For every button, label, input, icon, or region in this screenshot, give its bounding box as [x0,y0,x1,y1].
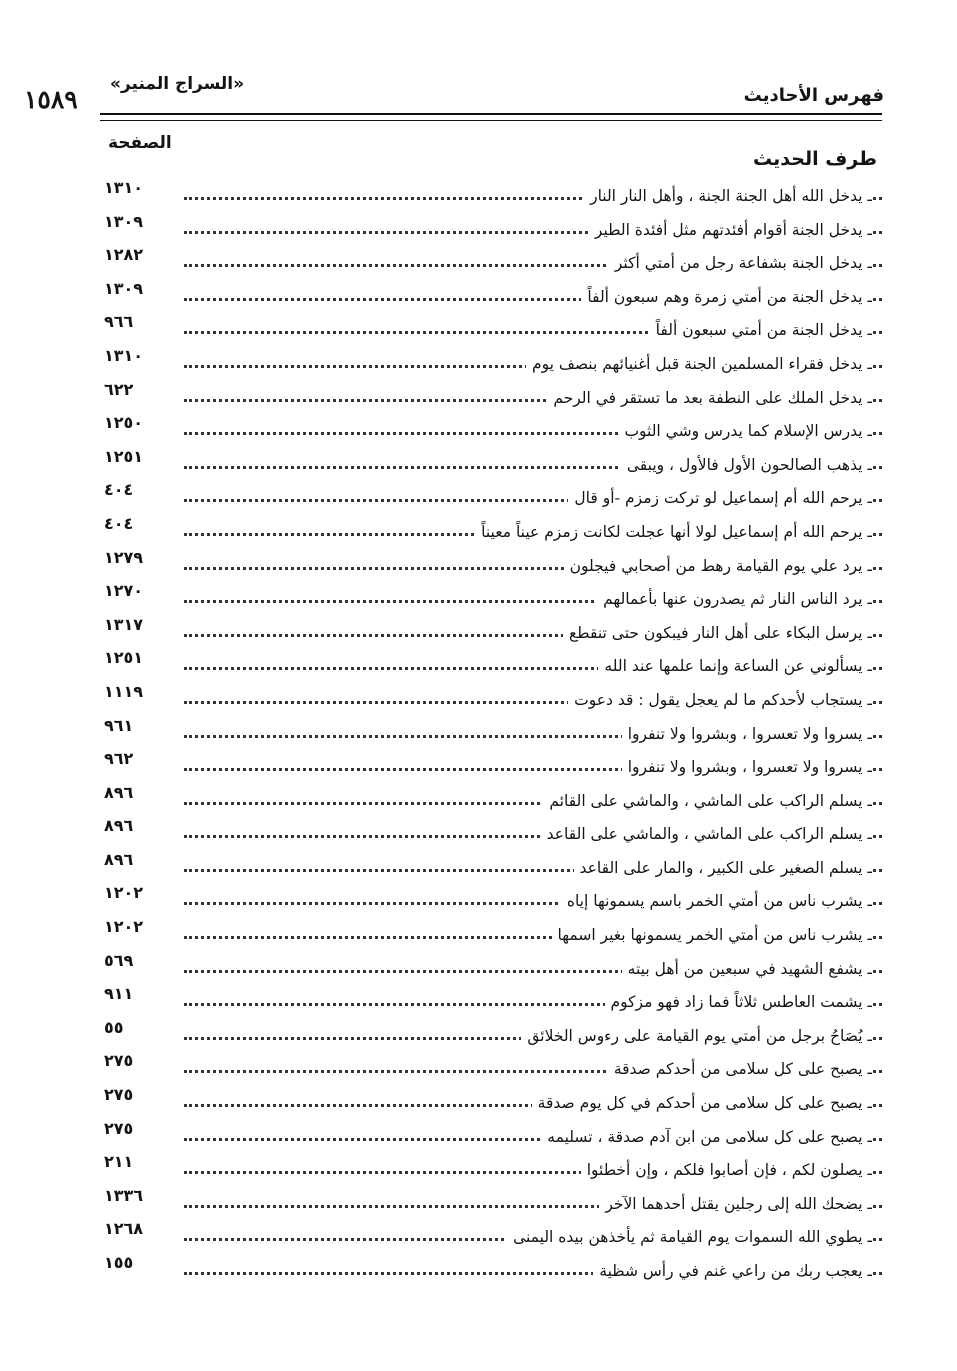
hadith-text: ـ يسلم الراكب على الماشي ، والماشي على القائم [543,789,872,813]
index-entry [104,984,882,1018]
page-ref: ١٢٥١ [104,446,144,466]
page-ref: ٦٢٢ [104,379,134,399]
header-rule-thick [100,113,882,115]
hadith-text: ـ يصلون لكم ، فإن أصابوا فلكم ، وإن أخطئوا [581,1158,872,1182]
page-ref: ١٣١٠ [104,178,144,197]
hadith-text: ـ يرد علي يوم القيامة رهط من أصحابي فيجلون [564,554,872,578]
page-ref: ١٢٨٢ [104,245,144,265]
page-ref: ٥٦٩ [104,950,134,970]
page-ref: ٩٦١ [104,715,134,735]
hadith-text: ـ يشفع الشهيد في سبعين من أهل بيته [622,957,872,981]
index-entry [104,1253,882,1287]
hadith-text: ـ يستجاب لأحدكم ما لم يعجل يقول : قد دعوت [568,688,872,712]
index-entry [104,917,882,951]
hadith-text: ـ يصبح على كل سلامى من أحدكم صدقة [608,1057,872,1081]
index-entry [104,212,882,246]
hadith-column-heading: طرف الحديث [753,148,877,170]
hadith-text: ـ يدخل فقراء المسلمين الجنة قبل أغنيائهم بنصف يوم [526,352,872,376]
page-ref: ٨٩٦ [104,816,134,836]
index-entry [104,716,882,750]
page-ref: ١٣٠٩ [104,278,144,298]
hadith-text: ـ يسروا ولا تعسروا ، وبشروا ولا تنفروا [622,722,872,746]
page-ref: ١٢٧٠ [104,581,144,601]
hadith-text: ـ يصبح على كل سلامى من ابن آدم صدقة ، تسليمه [541,1125,872,1149]
index-entry [104,312,882,346]
index-entry [104,480,882,514]
page-ref: ٨٩٦ [104,849,134,869]
page-ref: ٤٠٤ [104,513,134,533]
page-column-heading: الصفحة [108,133,172,153]
hadith-text: ـ يدخل الله أهل الجنة الجنة ، وأهل النار النار [584,184,872,208]
page-ref: ٤٠٤ [104,480,134,500]
page-ref: ١٣٣٦ [104,1185,144,1205]
hadith-text: ـ يسلم الصغير على الكبير ، والمار على القاعد [574,856,872,880]
hadith-text: ـ يشمت العاطس ثلاثاً فما زاد فهو مزكوم [605,990,872,1014]
book-title: «السراج المنير» [110,74,245,94]
index-entry [104,1018,882,1052]
hadith-text: ـ يدخل الجنة من أمتي زمرة وهم سبعون ألفاً [581,285,872,309]
page-ref: ١٣١٧ [104,614,144,634]
index-entry [104,178,882,212]
page-ref: ٨٩٦ [104,782,134,802]
hadith-text: ـ يضحك الله إلى رجلين يقتل أحدهما الآخر [599,1192,872,1216]
index-entry [104,245,882,279]
index-entry [104,346,882,380]
index-entry [104,1085,882,1119]
hadith-text: ـ يُصَاحُ برجل من أمتي يوم القيامة على رءوس الخلائق [521,1024,872,1048]
page-ref: ٩١١ [104,984,134,1004]
index-entry [104,883,882,917]
index-entry [104,615,882,649]
page-ref: ٢٧٥ [104,1118,134,1138]
index-entry [104,514,882,548]
hadith-text: ـ يشرب ناس من أمتي الخمر باسم يسمونها إياه [561,889,872,913]
page-ref: ١١١٩ [104,681,144,701]
hadith-text: ـ يدرس الإسلام كما يدرس وشي الثوب [618,419,872,443]
index-entry [104,1152,882,1186]
hadith-text: ـ يدخل الجنة بشفاعة رجل من أمتي أكثر [609,251,872,275]
index-entry [104,548,882,582]
index-entry [104,816,882,850]
hadith-text: ـ يدخل الجنة أقوام أفئدتهم مثل أفئدة الطير [589,218,872,242]
hadith-text: ـ يرحم الله أم إسماعيل لو تركت زمزم -أو قال [568,486,872,510]
running-header [24,58,884,114]
page-ref: ١٥٥ [104,1253,134,1272]
page-ref: ٢١١ [104,1152,134,1172]
page-ref: ١٣١٠ [104,345,144,365]
page-number: ١٥٨٩ [24,85,78,114]
header-rule-thin [100,120,882,121]
hadith-text: ـ يطوي الله السموات يوم القيامة ثم يأخذهن بيده اليمنى [507,1225,872,1249]
page-ref: ١٣٠٩ [104,211,144,231]
page-ref: ١٢٠٢ [104,883,144,903]
page-ref: ١٢٧٩ [104,547,144,567]
index-entry [104,447,882,481]
page-ref: ٢٧٥ [104,1051,134,1071]
index-entry [104,1219,882,1253]
index-entry [104,1186,882,1220]
hadith-text: ـ يذهب الصالحون الأول فالأول ، ويبقى [621,453,872,477]
hadith-index-list [104,178,882,1287]
hadith-text: ـ يعجب ربك من راعي غنم في رأس شظية [593,1259,872,1283]
hadith-text: ـ يرسل البكاء على أهل النار فيبكون حتى تنقطع [563,621,872,645]
hadith-text: ـ يدخل الجنة من أمتي سبعون ألفاً [650,318,872,342]
index-entry [104,1051,882,1085]
hadith-text: ـ يسألوني عن الساعة وإنما علمها عند الله [598,654,872,678]
hadith-text: ـ يسلم الراكب على الماشي ، والماشي على القاعد [541,822,872,846]
index-entry [104,682,882,716]
page-ref: ٩٦٦ [104,312,134,332]
index-entry [104,648,882,682]
hadith-text: ـ يرحم الله أم إسماعيل لولا أنها عجلت لكانت زمزم عيناً معيناً [475,520,872,544]
index-entry [104,380,882,414]
index-entry [104,1119,882,1153]
hadith-text: ـ يرد الناس النار ثم يصدرون عنها بأعمالهم [597,587,872,611]
page-ref: ١٢٦٨ [104,1219,144,1239]
index-entry [104,783,882,817]
index-entry [104,951,882,985]
index-entry [104,850,882,884]
page-ref: ١٢٥٠ [104,413,144,433]
page-ref: ٢٧٥ [104,1085,134,1105]
hadith-text: ـ يشرب ناس من أمتي الخمر يسمونها بغير اسمها [552,923,873,947]
page-ref: ٩٦٢ [104,749,134,769]
index-entry [104,581,882,615]
hadith-text: ـ يدخل الملك على النطفة بعد ما تستقر في الرحم [547,386,872,410]
index-entry [104,279,882,313]
section-title: فهرس الأحاديث [743,85,884,106]
index-entry [104,749,882,783]
index-entry [104,413,882,447]
page-ref: ٥٥ [104,1017,124,1037]
hadith-text: ـ يسروا ولا تعسروا ، وبشروا ولا تنفروا [622,755,872,779]
page-ref: ١٢٠٢ [104,917,144,937]
hadith-text: ـ يصبح على كل سلامى من أحدكم في كل يوم صدقة [532,1091,872,1115]
page-ref: ١٢٥١ [104,648,144,668]
